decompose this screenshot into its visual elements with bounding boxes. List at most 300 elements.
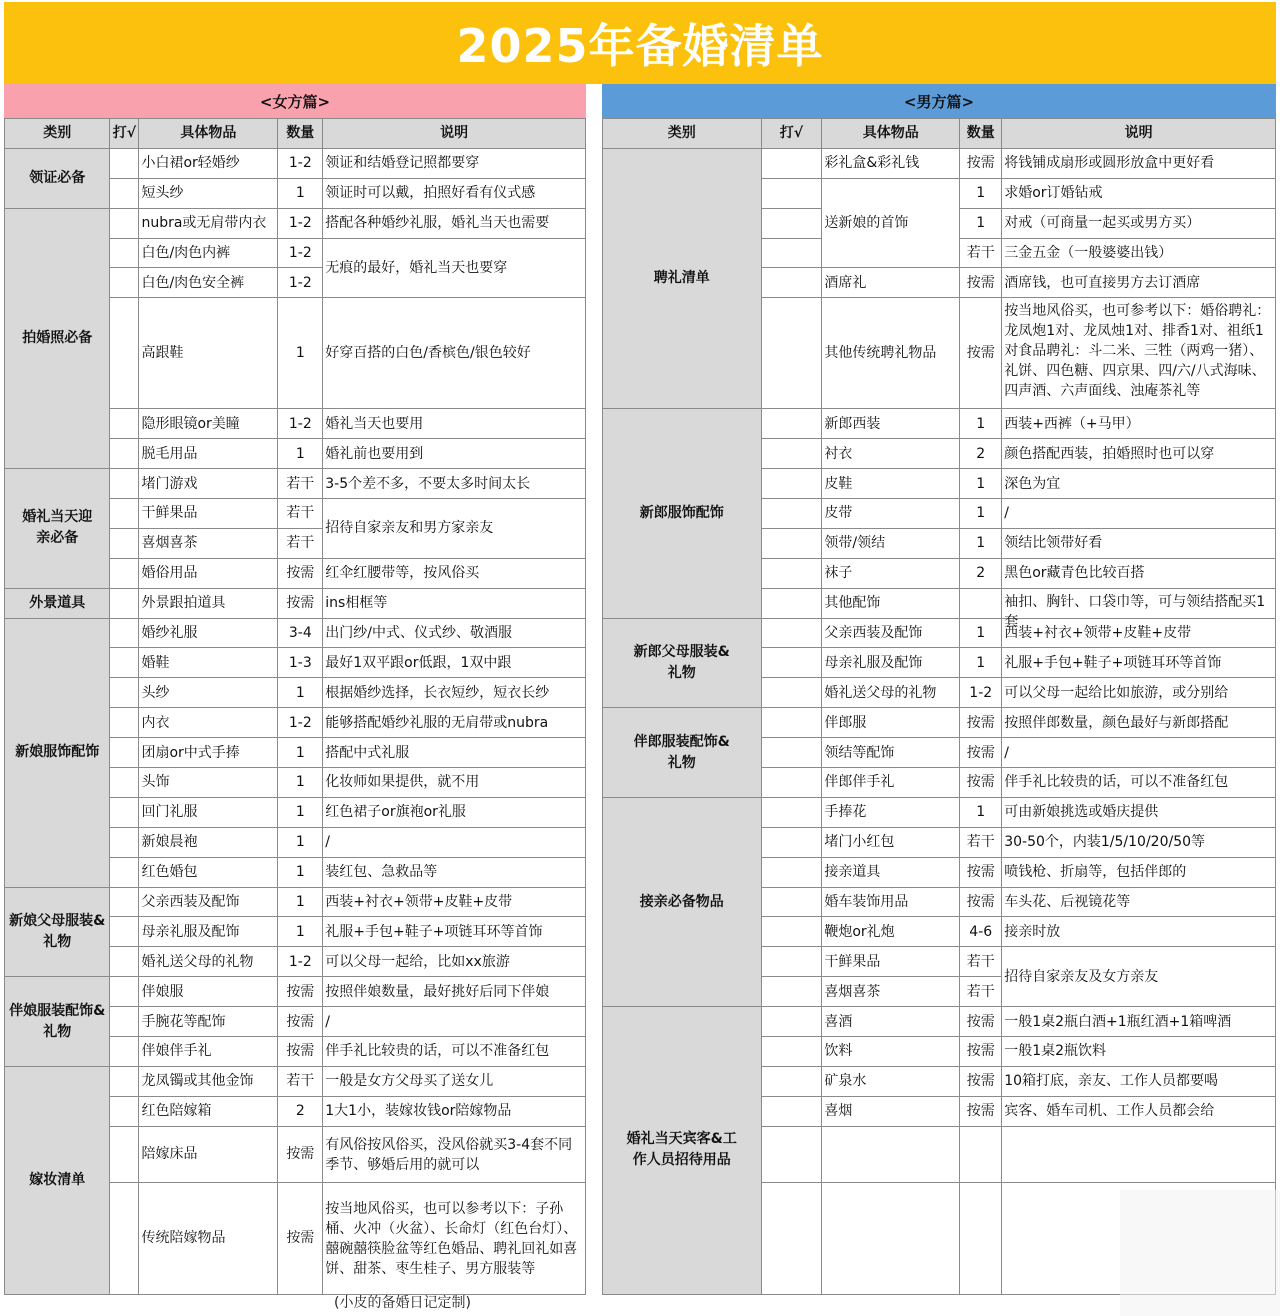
checkbox-cell[interactable] xyxy=(761,678,822,708)
note-cell: 喷钱枪、折扇等，包括伴郎的 xyxy=(1002,857,1276,887)
item-cell: 领带/领结 xyxy=(822,528,960,558)
note-cell: 按照伴郎数量，颜色最好与新郎搭配 xyxy=(1002,708,1276,738)
checkbox-cell[interactable] xyxy=(761,947,822,977)
note-cell: 礼服+手包+鞋子+项链耳环等首饰 xyxy=(1002,648,1276,678)
checkbox-cell[interactable] xyxy=(761,977,822,1007)
checkbox-cell[interactable] xyxy=(110,678,139,708)
note-cell: 伴手礼比较贵的话，可以不准备红包 xyxy=(1002,768,1276,798)
table-row xyxy=(603,148,1276,178)
checkbox-cell[interactable] xyxy=(761,887,822,917)
checkbox-cell[interactable] xyxy=(761,469,822,499)
note-cell: / xyxy=(323,827,586,857)
qty-cell: 1 xyxy=(278,827,323,857)
qty-cell: 1-3 xyxy=(278,648,323,678)
note-cell: 领结比领带好看 xyxy=(1002,528,1276,558)
category-cell: 新娘父母服装&礼物 xyxy=(5,887,110,977)
note-text: 袖扣、胸针、口袋巾等，可与领结搭配买1套 xyxy=(1004,593,1266,630)
qty-cell: 1-2 xyxy=(278,208,323,238)
checkbox-cell[interactable] xyxy=(110,528,139,558)
table-row xyxy=(5,618,586,648)
note-cell: 好穿百搭的白色/香槟色/银色较好 xyxy=(323,298,586,409)
checkbox-cell[interactable] xyxy=(110,148,139,178)
item-cell: 新娘晨袍 xyxy=(139,827,278,857)
checkbox-cell[interactable] xyxy=(761,148,822,178)
checkbox-cell[interactable] xyxy=(761,827,822,857)
item-cell: 婚纱礼服 xyxy=(139,618,278,648)
item-cell: 手捧花 xyxy=(822,797,960,827)
qty-cell: 2 xyxy=(278,1096,323,1126)
item-cell: 隐形眼镜or美瞳 xyxy=(139,409,278,439)
item-cell: 头饰 xyxy=(139,768,278,798)
qty-cell: 按需 xyxy=(960,268,1002,298)
item-cell: 矿泉水 xyxy=(822,1066,960,1096)
note-cell: / xyxy=(1002,738,1276,768)
note-cell: 化妆师如果提供，就不用 xyxy=(323,768,586,798)
qty-cell: 按需 xyxy=(960,1037,1002,1067)
checkbox-cell[interactable] xyxy=(761,238,822,268)
qty-cell xyxy=(960,1182,1002,1294)
checkbox-cell[interactable] xyxy=(761,588,822,618)
qty-cell: 1 xyxy=(960,797,1002,827)
checkbox-cell[interactable] xyxy=(110,1007,139,1037)
item-cell: 红色陪嫁箱 xyxy=(139,1096,278,1126)
note-cell: 按当地风俗买，也可以参考以下：子孙桶、火冲（火盆）、长命灯（红色台灯）、囍碗囍筷脸盆等红色婚品、聘礼回礼如喜饼、甜茶、枣生桂子、男方服装等 xyxy=(323,1182,586,1294)
note-cell: 婚礼前也要用到 xyxy=(323,439,586,469)
checkbox-cell[interactable] xyxy=(761,409,822,439)
note-cell: 最好1双平跟or低跟，1双中跟 xyxy=(323,648,586,678)
note-cell: / xyxy=(323,1007,586,1037)
item-cell: 伴娘服 xyxy=(139,977,278,1007)
item-cell: 父亲西装及配饰 xyxy=(822,618,960,648)
item-cell: 婚鞋 xyxy=(139,648,278,678)
qty-cell: 2 xyxy=(960,439,1002,469)
item-cell: 送新娘的首饰 xyxy=(822,178,960,268)
item-cell: 干鲜果品 xyxy=(822,947,960,977)
qty-cell: 按需 xyxy=(960,1007,1002,1037)
table-row xyxy=(603,409,1276,439)
note-cell: 将钱铺成扇形或圆形放盒中更好看 xyxy=(1002,148,1276,178)
qty-cell: 1 xyxy=(278,178,323,208)
note-cell: 伴手礼比较贵的话，可以不准备红包 xyxy=(323,1037,586,1067)
note-cell: 搭配各种婚纱礼服，婚礼当天也需要 xyxy=(323,208,586,238)
note-cell: 车头花、后视镜花等 xyxy=(1002,887,1276,917)
note-cell: 可以父母一起给，比如xx旅游 xyxy=(323,947,586,977)
note-cell: 三金五金（一般婆婆出钱） xyxy=(1002,238,1276,268)
table-row xyxy=(5,1066,586,1096)
checkbox-cell[interactable] xyxy=(761,439,822,469)
qty-cell: 1-2 xyxy=(960,678,1002,708)
checkbox-cell[interactable] xyxy=(761,499,822,529)
qty-cell xyxy=(960,588,1002,618)
table-row xyxy=(603,618,1276,648)
checkbox-cell[interactable] xyxy=(761,738,822,768)
note-cell: 西装+西裤（+马甲） xyxy=(1002,409,1276,439)
item-cell: 喜烟喜茶 xyxy=(822,977,960,1007)
checkbox-cell[interactable] xyxy=(110,1037,139,1067)
qty-cell: 1 xyxy=(960,528,1002,558)
item-cell: 内衣 xyxy=(139,708,278,738)
item-cell: 领结等配饰 xyxy=(822,738,960,768)
checkbox-cell[interactable] xyxy=(761,1007,822,1037)
item-cell: 高跟鞋 xyxy=(139,298,278,409)
qty-cell: 2 xyxy=(960,558,1002,588)
item-cell: 陪嫁床品 xyxy=(139,1126,278,1182)
note-cell: 礼服+手包+鞋子+项链耳环等首饰 xyxy=(323,917,586,947)
note-cell: 一般1桌2瓶白酒+1瓶红酒+1箱啤酒 xyxy=(1002,1007,1276,1037)
item-cell: 婚俗用品 xyxy=(139,558,278,588)
checkbox-cell[interactable] xyxy=(110,977,139,1007)
checkbox-cell[interactable] xyxy=(761,528,822,558)
qty-cell: 1 xyxy=(278,738,323,768)
category-cell: 新娘服饰配饰 xyxy=(5,618,110,887)
checkbox-cell[interactable] xyxy=(761,558,822,588)
checkbox-cell[interactable] xyxy=(761,797,822,827)
item-cell: 伴郎伴手礼 xyxy=(822,768,960,798)
item-cell: 堵门小红包 xyxy=(822,827,960,857)
item-cell: 喜酒 xyxy=(822,1007,960,1037)
checkbox-cell[interactable] xyxy=(110,1066,139,1096)
male-table xyxy=(602,118,1276,1295)
qty-cell: 1 xyxy=(960,499,1002,529)
item-cell: 白色/肉色内裤 xyxy=(139,238,278,268)
qty-cell: 若干 xyxy=(960,238,1002,268)
checkbox-cell[interactable] xyxy=(110,208,139,238)
item-cell: 接亲道具 xyxy=(822,857,960,887)
category-cell: 拍婚照必备 xyxy=(5,208,110,468)
item-cell: 其他传统聘礼物品 xyxy=(822,298,960,409)
table-row xyxy=(5,887,586,917)
header-note: 说明 xyxy=(1002,119,1276,149)
qty-cell: 若干 xyxy=(278,1066,323,1096)
table-row xyxy=(5,148,586,178)
qty-cell: 1 xyxy=(278,768,323,798)
note-cell: 能够搭配婚纱礼服的无肩带或nubra xyxy=(323,708,586,738)
note-cell: 10箱打底，亲友、工作人员都要喝 xyxy=(1002,1066,1276,1096)
table-row xyxy=(603,1007,1276,1037)
checkbox-cell[interactable] xyxy=(110,827,139,857)
note-cell: 深色为宜 xyxy=(1002,469,1276,499)
checkbox-cell[interactable] xyxy=(761,917,822,947)
qty-cell: 1 xyxy=(278,917,323,947)
note-cell: 有风俗按风俗买，没风俗就买3-4套不同季节、够婚后用的就可以 xyxy=(323,1126,586,1182)
item-cell: 干鲜果品 xyxy=(139,499,278,529)
checkbox-cell[interactable] xyxy=(761,178,822,208)
table-row xyxy=(603,708,1276,738)
checkbox-cell[interactable] xyxy=(110,178,139,208)
item-cell: 手腕花等配饰 xyxy=(139,1007,278,1037)
item-cell: 喜烟喜茶 xyxy=(139,528,278,558)
checkbox-cell[interactable] xyxy=(761,208,822,238)
qty-cell: 1 xyxy=(278,887,323,917)
qty-cell: 1-2 xyxy=(278,148,323,178)
note-cell xyxy=(1002,588,1276,630)
qty-cell: 按需 xyxy=(278,1126,323,1182)
qty-cell: 若干 xyxy=(278,528,323,558)
checkbox-cell[interactable] xyxy=(110,1096,139,1126)
qty-cell: 按需 xyxy=(278,588,323,618)
note-cell: ins相框等 xyxy=(323,588,586,618)
item-cell: 婚礼送父母的礼物 xyxy=(139,947,278,977)
qty-cell: 1 xyxy=(278,298,323,409)
qty-cell: 1-2 xyxy=(278,238,323,268)
male-panel xyxy=(602,84,1276,1295)
item-cell: 短头纱 xyxy=(139,178,278,208)
checkbox-cell[interactable] xyxy=(110,797,139,827)
checkbox-cell[interactable] xyxy=(761,298,822,409)
qty-cell: 1 xyxy=(278,857,323,887)
footer-note: (小皮的备婚日记定制) xyxy=(334,1295,471,1311)
checkbox-cell[interactable] xyxy=(761,618,822,648)
qty-cell: 1 xyxy=(278,797,323,827)
item-cell: 袜子 xyxy=(822,558,960,588)
note-cell: 婚礼当天也要用 xyxy=(323,409,586,439)
checkbox-cell[interactable] xyxy=(110,588,139,618)
checkbox-cell[interactable] xyxy=(110,268,139,298)
note-cell: 根据婚纱选择，长衣短纱，短衣长纱 xyxy=(323,678,586,708)
note-cell: 黑色or藏青色比较百搭 xyxy=(1002,558,1276,588)
item-cell: 头纱 xyxy=(139,678,278,708)
item-cell: 红色婚包 xyxy=(139,857,278,887)
category-cell: 伴郎服装配饰&礼物 xyxy=(603,708,762,798)
item-cell: 伴娘伴手礼 xyxy=(139,1037,278,1067)
qty-cell: 3-4 xyxy=(278,618,323,648)
checkbox-cell[interactable] xyxy=(110,1126,139,1182)
category-cell: 婚礼当天宾客&工作人员招待用品 xyxy=(603,1007,762,1295)
qty-cell: 按需 xyxy=(960,708,1002,738)
qty-cell: 1 xyxy=(278,439,323,469)
note-cell: 3-5个差不多，不要太多时间太长 xyxy=(323,469,586,499)
note-cell: 可以父母一起给比如旅游，或分别给 xyxy=(1002,678,1276,708)
note-cell: / xyxy=(1002,499,1276,529)
item-cell: 皮带 xyxy=(822,499,960,529)
checkbox-cell[interactable] xyxy=(761,857,822,887)
male-section-header: <男方篇> xyxy=(602,84,1276,118)
qty-cell: 按需 xyxy=(278,558,323,588)
category-cell: 伴娘服装配饰&礼物 xyxy=(5,977,110,1067)
header-item: 具体物品 xyxy=(139,119,278,149)
qty-cell: 若干 xyxy=(960,947,1002,977)
qty-cell: 按需 xyxy=(278,1007,323,1037)
note-cell xyxy=(1002,1126,1276,1182)
note-cell: 宾客、婚车司机、工作人员都会给 xyxy=(1002,1096,1276,1126)
qty-cell xyxy=(960,1126,1002,1182)
note-cell: 接亲时放 xyxy=(1002,917,1276,947)
note-cell: 出门纱/中式、仪式纱、敬酒服 xyxy=(323,618,586,648)
checkbox-cell[interactable] xyxy=(110,768,139,798)
note-cell: 领证时可以戴，拍照好看有仪式感 xyxy=(323,178,586,208)
note-cell: 一般1桌2瓶饮料 xyxy=(1002,1037,1276,1067)
qty-cell: 1 xyxy=(960,178,1002,208)
qty-cell: 按需 xyxy=(960,1096,1002,1126)
qty-cell: 按需 xyxy=(960,887,1002,917)
qty-cell: 1 xyxy=(960,469,1002,499)
item-cell: 伴郎服 xyxy=(822,708,960,738)
note-cell: 领证和结婚登记照都要穿 xyxy=(323,148,586,178)
checkbox-cell[interactable] xyxy=(110,439,139,469)
note-cell: 颜色搭配西装，拍婚照时也可以穿 xyxy=(1002,439,1276,469)
item-cell: 传统陪嫁物品 xyxy=(139,1182,278,1294)
item-cell: 鞭炮or礼炮 xyxy=(822,917,960,947)
checkbox-cell[interactable] xyxy=(110,469,139,499)
header-category: 类别 xyxy=(5,119,110,149)
qty-cell: 若干 xyxy=(960,827,1002,857)
item-cell xyxy=(822,1182,960,1294)
note-cell: 招待自家亲友及女方亲友 xyxy=(1002,947,1276,1007)
checkbox-cell[interactable] xyxy=(110,298,139,409)
category-cell: 领证必备 xyxy=(5,148,110,208)
checkbox-cell[interactable] xyxy=(761,708,822,738)
item-cell: 父亲西装及配饰 xyxy=(139,887,278,917)
qty-cell: 1 xyxy=(960,618,1002,648)
note-cell: 西装+衬衣+领带+皮鞋+皮带 xyxy=(323,887,586,917)
page-title: 2025年备婚清单 xyxy=(4,2,1276,84)
category-cell: 新郎服饰配饰 xyxy=(603,409,762,618)
note-cell: 红伞红腰带等，按风俗买 xyxy=(323,558,586,588)
category-cell: 新郎父母服装&礼物 xyxy=(603,618,762,708)
note-cell: 求婚or订婚钻戒 xyxy=(1002,178,1276,208)
checkbox-cell[interactable] xyxy=(110,558,139,588)
table-row xyxy=(603,797,1276,827)
qty-cell: 1 xyxy=(960,409,1002,439)
note-cell: 无痕的最好，婚礼当天也要穿 xyxy=(323,238,586,298)
category-cell: 接亲必备物品 xyxy=(603,797,762,1006)
note-cell: 酒席钱，也可直接男方去订酒席 xyxy=(1002,268,1276,298)
category-cell: 外景道具 xyxy=(5,588,110,618)
note-cell: 招待自家亲友和男方家亲友 xyxy=(323,499,586,559)
checkbox-cell[interactable] xyxy=(110,947,139,977)
header-row xyxy=(5,119,586,149)
item-cell: 喜烟 xyxy=(822,1096,960,1126)
checkbox-cell[interactable] xyxy=(761,1096,822,1126)
item-cell: 龙凤镯或其他金饰 xyxy=(139,1066,278,1096)
category-cell: 聘礼清单 xyxy=(603,148,762,408)
checkbox-cell[interactable] xyxy=(761,768,822,798)
checkbox-cell[interactable] xyxy=(110,708,139,738)
checkbox-cell[interactable] xyxy=(110,499,139,529)
header-qty: 数量 xyxy=(960,119,1002,149)
qty-cell: 1-2 xyxy=(278,708,323,738)
checkbox-cell[interactable] xyxy=(761,1126,822,1182)
qty-cell: 按需 xyxy=(960,298,1002,409)
note-cell: 可由新娘挑选或婚庆提供 xyxy=(1002,797,1276,827)
checkbox-cell[interactable] xyxy=(110,917,139,947)
qty-cell: 若干 xyxy=(278,499,323,529)
header-category: 类别 xyxy=(603,119,762,149)
qty-cell: 1-2 xyxy=(278,947,323,977)
qty-cell: 按需 xyxy=(278,1037,323,1067)
note-cell: 红色裙子or旗袍or礼服 xyxy=(323,797,586,827)
qty-cell: 按需 xyxy=(960,1066,1002,1096)
female-section-header: <女方篇> xyxy=(4,84,586,118)
note-text: 按当地风俗买，也可参考以下：婚俗聘礼：龙凤炮1对、龙凤烛1对、排香1对、祖纸1对食品聘礼：斗二米、三牲（两鸡一猪）、礼饼、四色糖、四京果、四/六/八式海味、四声酒、六声面线、浊庵茶礼等 xyxy=(1004,303,1271,400)
table-row xyxy=(5,977,586,1007)
note-cell: 装红包、急救品等 xyxy=(323,857,586,887)
checkbox-cell[interactable] xyxy=(761,268,822,298)
checkbox-cell[interactable] xyxy=(110,857,139,887)
checkbox-cell[interactable] xyxy=(110,738,139,768)
item-cell: 饮料 xyxy=(822,1037,960,1067)
checkbox-cell[interactable] xyxy=(110,238,139,268)
qty-cell: 按需 xyxy=(960,148,1002,178)
checkbox-cell[interactable] xyxy=(761,1182,822,1294)
checkbox-cell[interactable] xyxy=(761,648,822,678)
item-cell: 堵门游戏 xyxy=(139,469,278,499)
item-cell: 酒席礼 xyxy=(822,268,960,298)
qty-cell: 1 xyxy=(960,648,1002,678)
note-cell: 西装+衬衣+领带+皮鞋+皮带 xyxy=(1002,618,1276,648)
item-cell: 婚礼送父母的礼物 xyxy=(822,678,960,708)
category-cell: 婚礼当天迎亲必备 xyxy=(5,469,110,589)
qty-cell: 按需 xyxy=(278,977,323,1007)
table-row xyxy=(5,208,586,238)
qty-cell: 按需 xyxy=(278,1182,323,1294)
item-cell: 新郎西装 xyxy=(822,409,960,439)
note-cell: 按照伴娘数量，最好挑好后同下伴娘 xyxy=(323,977,586,1007)
header-check: 打√ xyxy=(761,119,822,149)
note-cell: 搭配中式礼服 xyxy=(323,738,586,768)
item-cell: 脱毛用品 xyxy=(139,439,278,469)
qty-cell: 按需 xyxy=(960,738,1002,768)
checkbox-cell[interactable] xyxy=(110,618,139,648)
qty-cell: 若干 xyxy=(960,977,1002,1007)
female-panel xyxy=(4,84,586,1295)
table-row xyxy=(5,469,586,499)
note-cell: 一般是女方父母买了送女儿 xyxy=(323,1066,586,1096)
item-cell: 母亲礼服及配饰 xyxy=(139,917,278,947)
qty-cell: 按需 xyxy=(960,857,1002,887)
checkbox-cell[interactable] xyxy=(761,1037,822,1067)
item-cell: 婚车装饰用品 xyxy=(822,887,960,917)
item-cell: 皮鞋 xyxy=(822,469,960,499)
qty-cell: 1 xyxy=(960,208,1002,238)
item-cell: 彩礼盒&彩礼钱 xyxy=(822,148,960,178)
checkbox-cell[interactable] xyxy=(761,1066,822,1096)
header-qty: 数量 xyxy=(278,119,323,149)
header-check: 打√ xyxy=(110,119,139,149)
item-cell: 其他配饰 xyxy=(822,588,960,618)
qty-cell: 1-2 xyxy=(278,268,323,298)
note-cell: 30-50个，内装1/5/10/20/50等 xyxy=(1002,827,1276,857)
note-cell xyxy=(1002,298,1276,409)
item-cell xyxy=(822,1126,960,1182)
checkbox-cell[interactable] xyxy=(110,1182,139,1294)
item-cell: 团扇or中式手捧 xyxy=(139,738,278,768)
qty-cell: 4-6 xyxy=(960,917,1002,947)
qty-cell: 按需 xyxy=(960,768,1002,798)
checkbox-cell[interactable] xyxy=(110,887,139,917)
item-cell: 衬衣 xyxy=(822,439,960,469)
note-cell: 对戒（可商量一起买或男方买） xyxy=(1002,208,1276,238)
header-item: 具体物品 xyxy=(822,119,960,149)
item-cell: 回门礼服 xyxy=(139,797,278,827)
note-cell: 1大1小，装嫁妆钱or陪嫁物品 xyxy=(323,1096,586,1126)
checkbox-cell[interactable] xyxy=(110,409,139,439)
female-table xyxy=(4,118,586,1295)
qty-cell: 1-2 xyxy=(278,409,323,439)
item-cell: nubra或无肩带内衣 xyxy=(139,208,278,238)
item-cell: 母亲礼服及配饰 xyxy=(822,648,960,678)
item-cell: 白色/肉色安全裤 xyxy=(139,268,278,298)
qty-cell: 1 xyxy=(278,678,323,708)
header-note: 说明 xyxy=(323,119,586,149)
table-row xyxy=(5,588,586,618)
blurred-watermark-area xyxy=(1120,1190,1280,1316)
qty-cell: 若干 xyxy=(278,469,323,499)
checkbox-cell[interactable] xyxy=(110,648,139,678)
item-cell: 外景跟拍道具 xyxy=(139,588,278,618)
header-row xyxy=(603,119,1276,149)
item-cell: 小白裙or轻婚纱 xyxy=(139,148,278,178)
